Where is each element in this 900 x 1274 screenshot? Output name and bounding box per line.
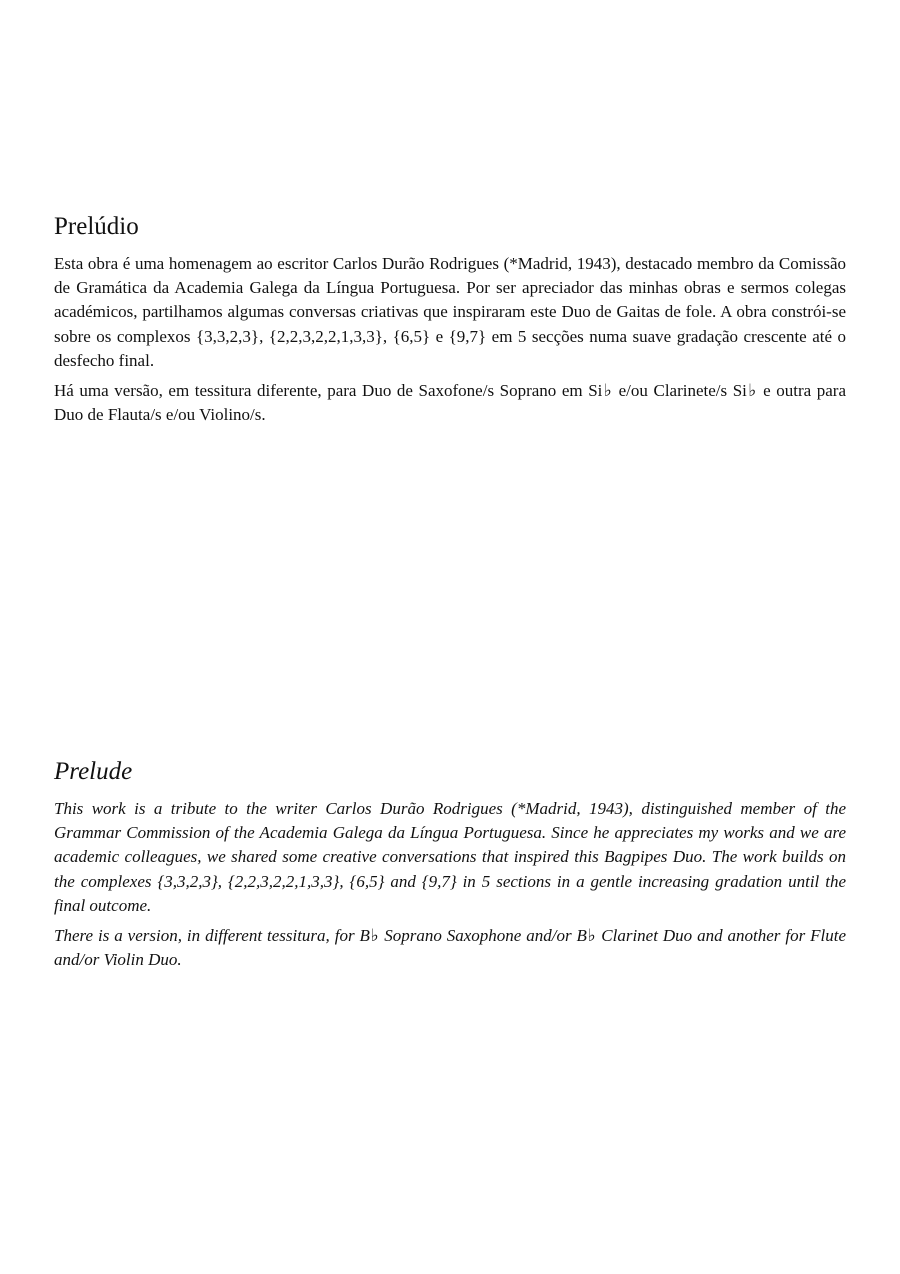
english-paragraph-1: This work is a tribute to the writer Carlos Durão Rodrigues (*Madrid, 1943), distinguished member of the Grammar Commission of the Academia Galega da Língua Portuguesa. Since he appreciates my works and we are academic colleagues, we shared some creative conversations that inspired this Bagpipes Duo. The work builds on the complexes {3,3,2,3}, {2,2,3,2,2,1,3,3}, {6,5} and {9,7} in 5 sections in a gentle increasing gradation until the final outcome. bbox=[54, 799, 846, 915]
portuguese-paragraph-2: Há uma versão, em tessitura diferente, para Duo de Saxofone/s Soprano em Si♭ e/ou Clarinete/s Si♭ e outra para Duo de Flauta/s e/ou Violino/s. bbox=[54, 381, 846, 425]
portuguese-section bbox=[54, 210, 846, 433]
english-title: Prelude bbox=[54, 758, 133, 785]
english-section bbox=[54, 755, 846, 978]
portuguese-paragraph-1: Esta obra é uma homenagem ao escritor Carlos Durão Rodrigues (*Madrid, 1943), destacado membro da Comissão de Gramática da Academia Galega da Língua Portuguesa. Por ser apreciador das minhas obras e sermos colegas académicos, partilhamos algumas conversas criativas que inspiraram este Duo de Gaitas de fole. A obra constrói-se sobre os complexos {3,3,2,3}, {2,2,3,2,2,1,3,3}, {6,5} e {9,7} em 5 secções numa suave gradação crescente até o desfecho final. bbox=[54, 254, 846, 370]
english-paragraph-2: There is a version, in different tessitura, for B♭ Soprano Saxophone and/or B♭ Clarinet Duo and another for Flute and/or Violin Duo. bbox=[54, 926, 846, 970]
portuguese-title: Prelúdio bbox=[54, 213, 139, 240]
